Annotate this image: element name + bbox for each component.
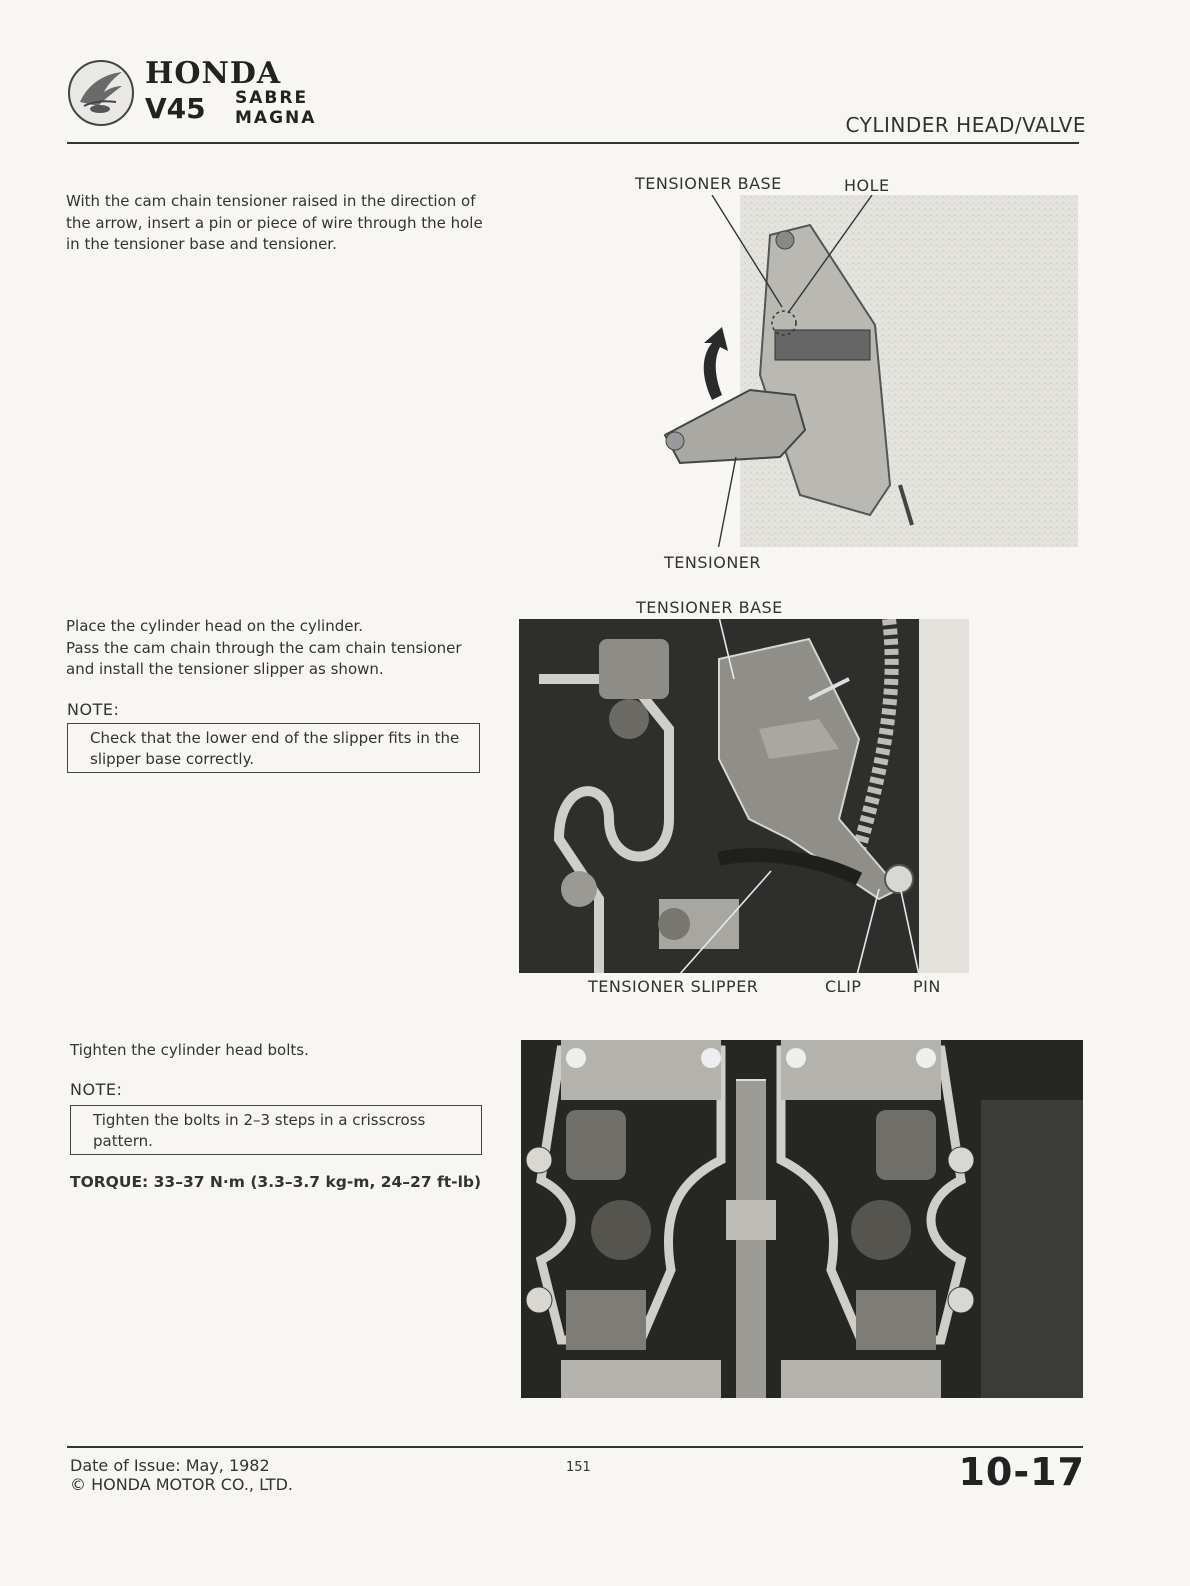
- torque-spec: TORQUE: 33–37 N·m (3.3–3.7 kg-m, 24–27 ft-lb): [70, 1173, 482, 1191]
- model-variant-sabre: SABRE: [235, 88, 309, 108]
- footer-issue-info: [70, 1456, 293, 1494]
- header-divider: [67, 142, 1079, 144]
- label-tensioner-base-2: TENSIONER BASE: [636, 598, 783, 617]
- note-label-2: NOTE:: [70, 1080, 123, 1099]
- model-variant-magna: MAGNA: [235, 108, 317, 128]
- copyright: © HONDA MOTOR CO., LTD.: [70, 1475, 293, 1494]
- model-name: V45: [145, 92, 206, 125]
- section-title: CYLINDER HEAD/VALVE: [845, 113, 1086, 137]
- step-2-line-2: Pass the cam chain through the cam chain tensioner and install the tensioner slipper as shown.: [66, 638, 462, 678]
- label-tensioner: TENSIONER: [664, 553, 762, 572]
- label-pin: PIN: [913, 977, 941, 996]
- step-3-text: Tighten the cylinder head bolts.: [70, 1041, 309, 1059]
- tensioner-raised-photo: [600, 195, 1078, 547]
- label-tensioner-slipper: TENSIONER SLIPPER: [588, 977, 759, 996]
- note-label-1: NOTE:: [67, 700, 120, 719]
- label-clip: CLIP: [825, 977, 862, 996]
- step-2-line-1: Place the cylinder head on the cylinder.: [66, 617, 364, 635]
- step-1-text: With the cam chain tensioner raised in the direction of the arrow, insert a pin or piece of wire through the hole in the tensioner base and tensioner.: [66, 192, 483, 253]
- honda-wing-logo: [68, 60, 134, 126]
- issue-date: Date of Issue: May, 1982: [70, 1456, 270, 1475]
- step-2-text: [66, 616, 486, 681]
- cylinder-head-bolts-photo: [521, 1040, 1083, 1398]
- page-number: 151: [566, 1460, 591, 1475]
- brand-name: HONDA: [145, 56, 282, 91]
- label-hole: HOLE: [844, 176, 890, 195]
- footer-divider: [67, 1446, 1083, 1448]
- section-page-code: 10-17: [958, 1450, 1085, 1494]
- tensioner-slipper-photo: [519, 619, 969, 973]
- note-box-bolts: Tighten the bolts in 2–3 steps in a crisscross pattern.: [70, 1105, 482, 1155]
- wing-icon: [70, 62, 132, 124]
- note-box-slipper: Check that the lower end of the slipper fits in the slipper base correctly.: [67, 723, 480, 773]
- label-tensioner-base-1: TENSIONER BASE: [635, 174, 782, 193]
